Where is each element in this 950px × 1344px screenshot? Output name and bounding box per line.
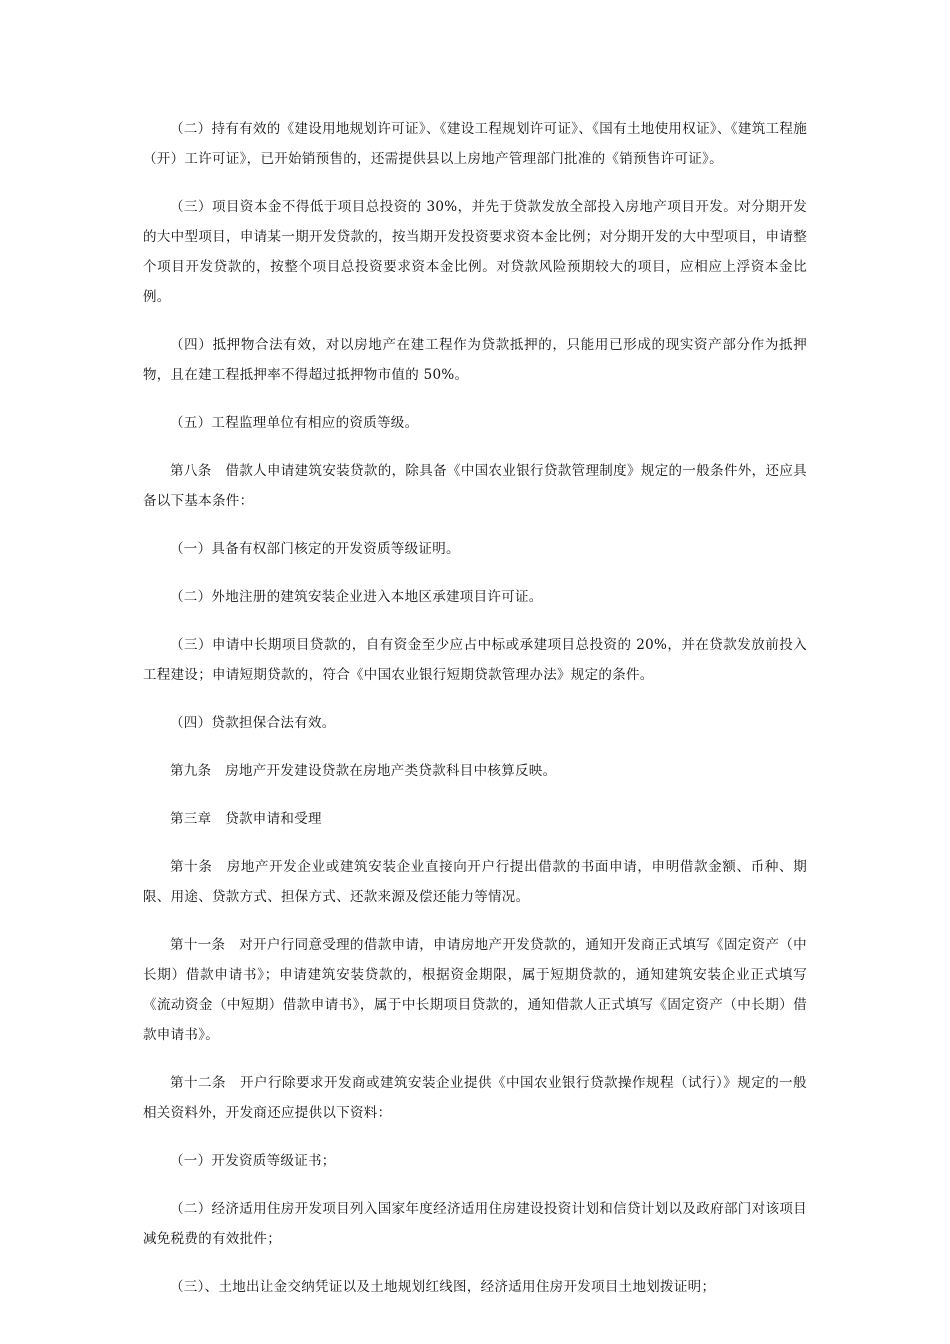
paragraph: （一）开发资质等级证书； xyxy=(170,1153,336,1169)
paragraph: （五）工程监理单位有相应的资质等级。 xyxy=(170,415,419,431)
article-paragraph: 第八条 借款人申请建筑安装贷款的，除具备《中国农业银行贷款管理制度》规定的一般条件外，还应具备以下基本条件： xyxy=(143,463,807,509)
article-paragraph: 第十条 房地产开发企业或建筑安装企业直接向开户行提出借款的书面申请，申明借款金额、币种、期限、用途、贷款方式、担保方式、还款来源及偿还能力等情况。 xyxy=(143,859,807,905)
paragraph: （三）申请中长期项目贷款的，自有资金至少应占中标或承建项目总投资的 20%，并在贷款发放前投入工程建设；申请短期贷款的，符合《中国农业银行短期贷款管理办法》规定的条件。 xyxy=(143,637,807,683)
paragraph: （四）贷款担保合法有效。 xyxy=(170,715,336,731)
paragraph: （一）具备有权部门核定的开发资质等级证明。 xyxy=(170,541,460,557)
article-paragraph: 第九条 房地产开发建设贷款在房地产类贷款科目中核算反映。 xyxy=(170,763,557,779)
paragraph: （二）外地注册的建筑安装企业进入本地区承建项目许可证。 xyxy=(170,589,543,605)
paragraph: （三）、土地出让金交纳凭证以及土地规划红线图，经济适用住房开发项目土地划拨证明； xyxy=(170,1279,716,1295)
paragraph: （二）持有有效的《建设用地规划许可证》、《建设工程规划许可证》、《国有土地使用权证》、《建筑工程施（开）工许可证》，已开始销预售的，还需提供县以上房地产管理部门批准的《销预售许可证》。 xyxy=(143,121,807,167)
paragraph: （四）抵押物合法有效，对以房地产在建工程作为贷款抵押的，只能用已形成的现实资产部分作为抵押物，且在建工程抵押率不得超过抵押物市值的 50%。 xyxy=(143,337,807,383)
article-paragraph: 第十一条 对开户行同意受理的借款申请，申请房地产开发贷款的，通知开发商正式填写《固定资产（中长期）借款申请书》；申请建筑安装贷款的，根据资金期限，属于短期贷款的，通知建筑安装企业正式填写《流动资金（中短期）借款申请书》，属于中长期项目贷款的，通知借款人正式填写《固定资产（中长期）借款申请书》。 xyxy=(143,937,807,1043)
chapter-heading: 第三章 贷款申请和受理 xyxy=(170,811,322,827)
article-paragraph: 第十二条 开户行除要求开发商或建筑安装企业提供《中国农业银行贷款操作规程（试行）》规定的一般相关资料外，开发商还应提供以下资料： xyxy=(143,1075,807,1121)
paragraph: （三）项目资本金不得低于项目总投资的 30%，并先于贷款发放全部投入房地产项目开发。对分期开发的大中型项目，申请某一期开发贷款的，按当期开发投资要求资本金比例；对分期开发的大中型项目，申请整个项目开发贷款的，按整个项目总投资要求资本金比例。对贷款风险预期较大的项目，应相应上浮资本金比例。 xyxy=(143,199,807,305)
paragraph: （二）经济适用住房开发项目列入国家年度经济适用住房建设投资计划和信贷计划以及政府部门对该项目减免税费的有效批件； xyxy=(143,1201,807,1247)
document-body xyxy=(143,114,807,1320)
